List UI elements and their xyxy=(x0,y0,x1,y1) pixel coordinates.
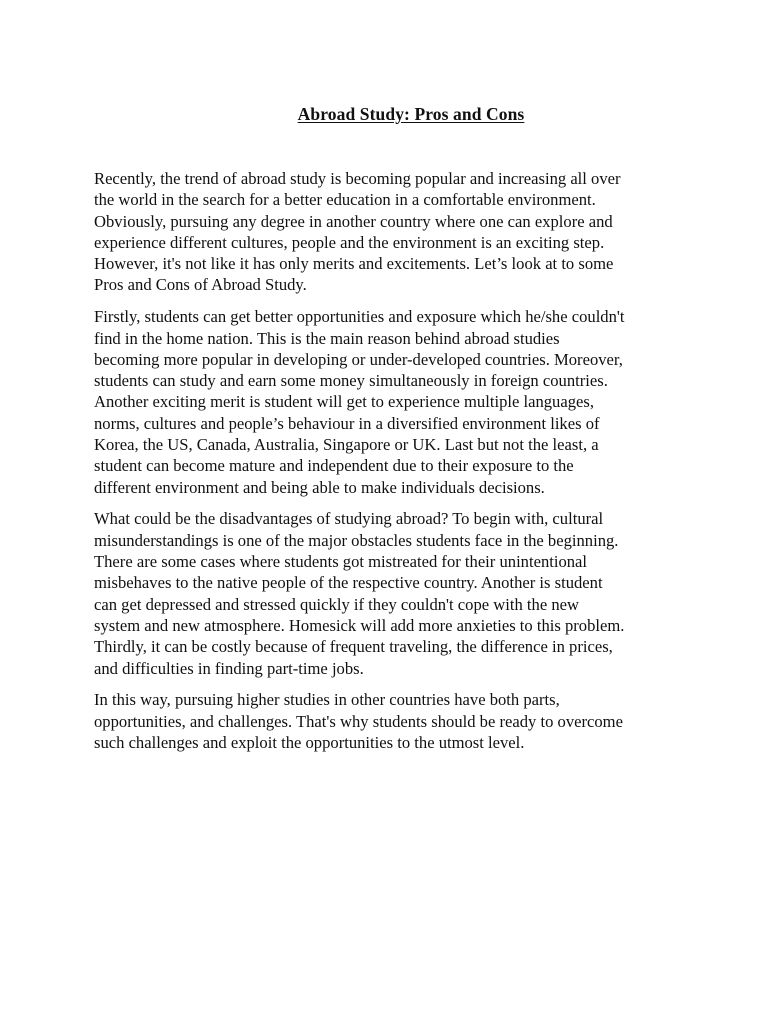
document-title: Abroad Study: Pros and Cons xyxy=(297,104,525,124)
paragraph-conclusion: In this way, pursuing higher studies in other countries have both parts, opportunities, and challenges. That's why students should be ready to overcome such challenges and exploit the opportunities to the utmost level. xyxy=(94,690,623,752)
paragraph-advantages: Firstly, students can get better opportunities and exposure which he/she couldn't find in the home nation. This is the main reason behind abroad studies becoming more popular in developing or under-developed countries. Moreover, students can study and earn some money simultaneously in foreign countries. Another exciting merit is student will get to experience multiple languages, norms, cultures and people’s behaviour in a diversified environment likes of Korea, the US, Canada, Australia, Singapore or UK. Last but not the least, a student can become mature and independent due to their exposure to the different environment and being able to make individuals decisions. xyxy=(94,307,625,497)
paragraph-disadvantages: What could be the disadvantages of studying abroad? To begin with, cultural misunderstandings is one of the major obstacles students face in the beginning. There are some cases where students got mistreated for their unintentional misbehaves to the native people of the respective country. Another is student can get depressed and stressed quickly if they couldn't cope with the new system and new atmosphere. Homesick will add more anxieties to this problem. Thirdly, it can be costly because of frequent traveling, the difference in prices, and difficulties in finding part-time jobs. xyxy=(94,509,625,678)
paragraph-introduction: Recently, the trend of abroad study is becoming popular and increasing all over the world in the search for a better education in a comfortable environment. Obviously, pursuing any degree in another country where one can explore and experience different cultures, people and the environment is an exciting step. However, it's not like it has only merits and excitements. Let’s look at to some Pros and Cons of Abroad Study. xyxy=(94,169,621,295)
document-body xyxy=(94,168,684,764)
